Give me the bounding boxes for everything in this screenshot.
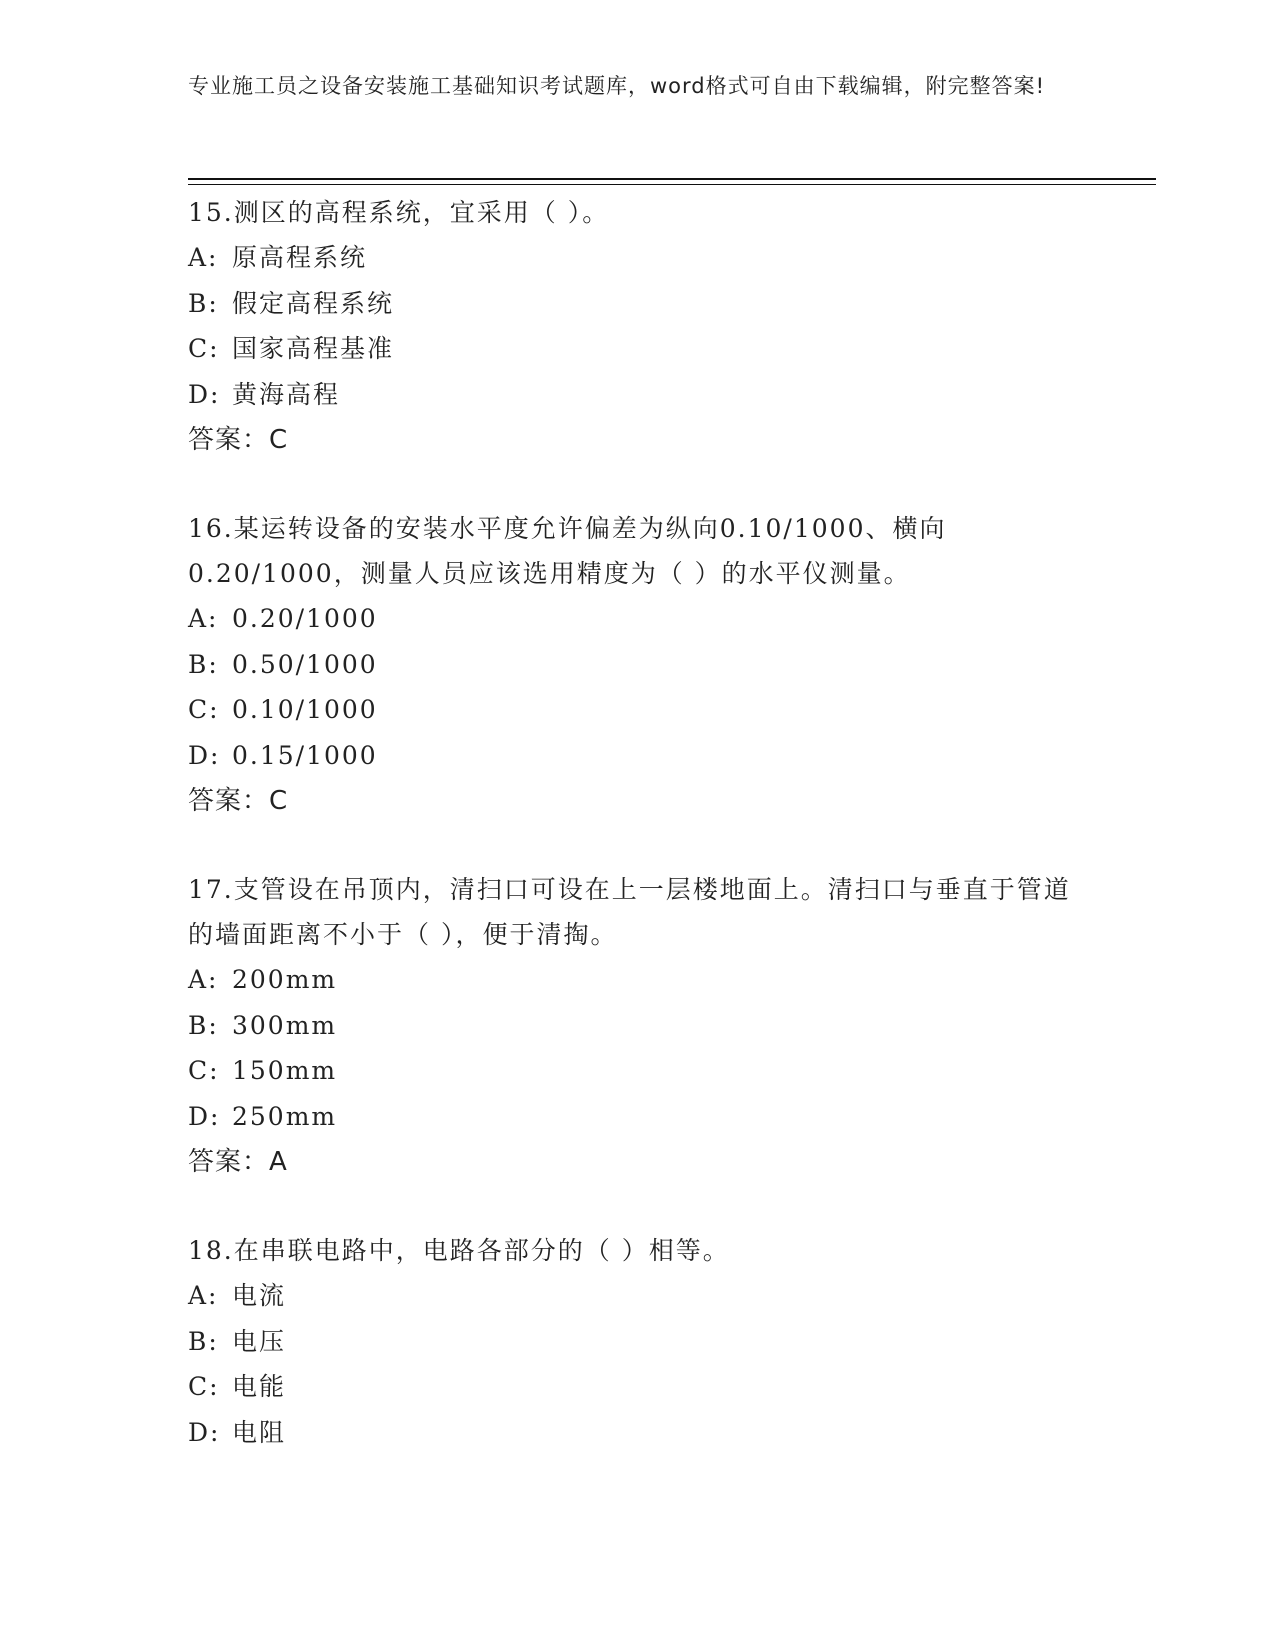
option-label: B: — [188, 1326, 219, 1356]
option-b — [188, 281, 1088, 327]
answer: 答案：A — [188, 1147, 288, 1177]
option-label: D: — [188, 1101, 221, 1131]
option-a — [188, 235, 1088, 281]
option-label: A: — [188, 1281, 219, 1310]
option-text: 0.50/1000 — [232, 649, 378, 679]
question-17 — [188, 867, 1088, 1185]
option-c — [188, 1048, 1088, 1094]
option-a — [188, 957, 1088, 1003]
question-stem: 17.支管设在吊顶内，清扫口可设在上一层楼地面上。清扫口与垂直于管道的墙面距离不小于（ ），便于清掏。 — [188, 875, 1071, 949]
option-label: B: — [188, 288, 219, 318]
option-text: 0.20/1000 — [232, 604, 378, 633]
option-text: 0.10/1000 — [232, 695, 378, 724]
question-stem: 16.某运转设备的安装水平度允许偏差为纵向0.10/1000、横向0.20/1000，测量人员应该选用精度为（ ）的水平仪测量。 — [188, 514, 947, 588]
option-label: A: — [188, 965, 219, 994]
option-text: 电阻 — [232, 1417, 287, 1447]
option-text: 假定高程系统 — [232, 288, 395, 318]
option-label: C: — [188, 334, 220, 363]
option-label: C: — [188, 695, 220, 724]
document-header: 专业施工员之设备安装施工基础知识考试题库，word格式可自由下载编辑，附完整答案! — [188, 74, 1046, 98]
option-label: B: — [188, 649, 219, 679]
option-d — [188, 1094, 1088, 1140]
header-divider-thin — [188, 184, 1156, 185]
option-a — [188, 1273, 1088, 1319]
option-text: 150mm — [232, 1056, 338, 1085]
option-text: 电压 — [232, 1326, 287, 1356]
question-list — [188, 190, 1088, 1498]
option-text: 原高程系统 — [232, 243, 368, 272]
option-text: 0.15/1000 — [232, 740, 378, 770]
question-15 — [188, 190, 1088, 463]
option-text: 黄海高程 — [232, 379, 341, 409]
option-b — [188, 642, 1088, 688]
question-stem: 18.在串联电路中，电路各部分的（ ）相等。 — [188, 1236, 730, 1265]
option-label: D: — [188, 1417, 221, 1447]
option-label: D: — [188, 379, 221, 409]
option-a — [188, 596, 1088, 642]
option-text: 250mm — [232, 1101, 338, 1131]
option-c — [188, 1364, 1088, 1410]
option-d — [188, 372, 1088, 418]
option-text: 电流 — [232, 1281, 287, 1310]
option-label: D: — [188, 740, 221, 770]
option-label: C: — [188, 1056, 220, 1085]
option-label: B: — [188, 1010, 219, 1040]
option-d — [188, 733, 1088, 779]
option-text: 300mm — [232, 1010, 338, 1040]
option-text: 200mm — [232, 965, 338, 994]
option-text: 国家高程基准 — [232, 334, 395, 363]
question-16 — [188, 506, 1088, 824]
question-stem: 15.测区的高程系统，宜采用（ ）。 — [188, 198, 610, 227]
question-18 — [188, 1228, 1088, 1455]
option-d — [188, 1410, 1088, 1456]
option-label: C: — [188, 1372, 220, 1401]
answer: 答案：C — [188, 425, 289, 455]
option-label: A: — [188, 604, 219, 633]
option-c — [188, 687, 1088, 733]
option-text: 电能 — [232, 1372, 287, 1401]
option-b — [188, 1003, 1088, 1049]
header-divider-thick — [188, 178, 1156, 180]
answer: 答案：C — [188, 786, 289, 816]
option-label: A: — [188, 243, 219, 272]
option-b — [188, 1319, 1088, 1365]
option-c — [188, 326, 1088, 372]
